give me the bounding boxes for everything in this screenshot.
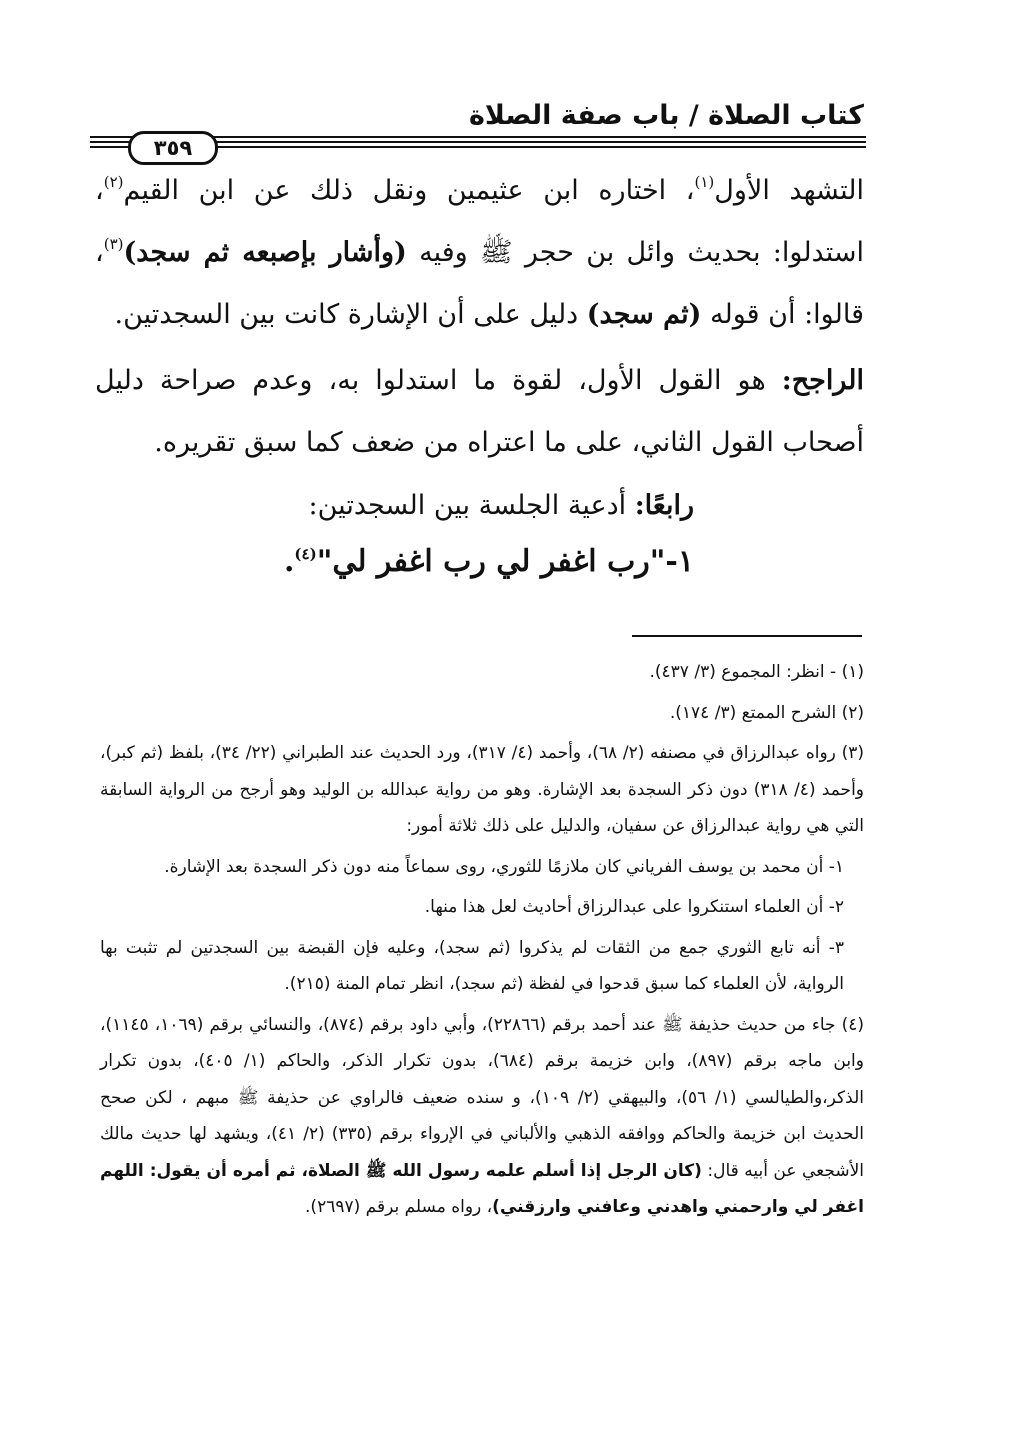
dua-text: ١-"رب اغفر لي رب اغفر لي" — [316, 544, 694, 579]
main-text — [95, 160, 864, 474]
dua-item-1 — [284, 538, 694, 586]
paragraph-1 — [95, 160, 864, 346]
section-heading — [309, 484, 694, 528]
footnote-4-quote: (كان الرجل إذا أسلم علمه رسول الله ﷺ الصلاة، ثم أمره أن يقول: اللهم اغفر لي وارحمني واهدني وعافني وارزقني) — [100, 1160, 864, 1217]
paragraph-1-part-5: دليل على أن الإشارة كانت بين السجدتين. — [114, 299, 587, 330]
footnote-4-end: ، رواه مسلم برقم (٢٦٩٧). — [305, 1197, 493, 1217]
page-number-text: ٣٥٩ — [153, 136, 193, 160]
footnote-ref-3: (٣) — [103, 235, 124, 253]
paragraph-1-part-2: ، اختاره ابن عثيمين ونقل ذلك عن ابن القيم — [123, 175, 695, 206]
footnote-ref-4: (٤) — [294, 545, 317, 563]
footnote-3-item-3: ٣- أنه تابع الثوري جمع من الثقات لم يذكروا (ثم سجد)، وعليه فإن القبضة بين السجدتين لم تثبت بها الرواية، لأن العلماء كما سبق قدحوا في لفظة (ثم سجد)، انظر تمام المنة (٢١٥). — [100, 937, 844, 994]
rajih-label: الراجح: — [781, 365, 864, 396]
paragraph-1-part-1: التشهد الأول — [714, 175, 865, 206]
hadith-quote-2: (ثم سجد) — [586, 299, 702, 330]
paragraph-2 — [95, 350, 864, 474]
footnote-ref-2: (٢) — [103, 173, 124, 191]
section-heading-label: رابعًا: — [634, 490, 694, 521]
footnote-ref-1: (١) — [694, 173, 715, 191]
running-title: كتاب الصلاة / باب صفة الصلاة — [468, 100, 864, 131]
footnote-3-item-2: ٢- أن العلماء استنكروا على عبدالرزاق أحاديث لعل هذا منها. — [424, 897, 844, 917]
footnotes — [100, 654, 864, 1230]
paragraph-2-text: هو القول الأول، لقوة ما استدلوا به، وعدم صراحة دليل أصحاب القول الثاني، على ما اعتراه من ضعف كما سبق تقريره. — [95, 365, 864, 458]
section-heading-text: أدعية الجلسة بين السجدتين: — [308, 490, 635, 521]
hadith-quote-1: (وأشار بإصبعه ثم سجد) — [123, 237, 407, 268]
paragraph-1-part-3: ، استدلوا: بحديث وائل بن حجر ﷺ وفيه — [95, 175, 864, 268]
footnote-2: (٢) الشرح الممتع (٣/ ١٧٤). — [669, 702, 864, 723]
footnote-4 — [100, 1007, 864, 1226]
dua-end: . — [283, 544, 295, 579]
footnote-3: (٣) رواه عبدالرزاق في مصنفه (٢/ ٦٨)، وأحمد (٤/ ٣١٧)، ورد الحديث عند الطبراني (٢٢/ ٣٤)، بلفظ (ثم كبر)، وأحمد (٤/ ٣١٨) دون ذكر السجدة بعد الإشارة. وهو من رواية عبدالله بن الوليد وهو أرجح من الرواية السابقة التي هي رواية عبدالرزاق عن سفيان، والدليل على ذلك ثلاثة أمور: — [100, 743, 864, 836]
footnote-4-text: (٤) جاء من حديث حذيفة ﷺ عند أحمد برقم (٢٢٨٦٦)، وأبي داود برقم (٨٧٤)، والنسائي برقم (١٠٦٩، ١١٤٥)، وابن ماجه برقم (٨٩٧)، وابن خزيمة برقم (٦٨٤)، بدون تكرار الذكر، والحاكم (١/ ٤٠٥)، بدون تكرار الذكر،والطيالسي (١/ ٥٦)، والبيهقي (٢/ ١٠٩)، و سنده ضعيف فالراوي عن حذيفة ﷺ مبهم ، لكن صحح الحديث ابن خزيمة والحاكم ووافقه الذهبي والألباني في الإرواء برقم (٣٣٥) (٢/ ٤١)، ويشهد لها حديث مالك الأشجعي عن أبيه قال: — [100, 1014, 865, 1181]
footnote-1: (١) - انظر: المجموع (٣/ ٤٣٧). — [649, 662, 864, 682]
footnote-separator — [632, 635, 862, 637]
footnote-3-item-1: ١- أن محمد بن يوسف الفرياني كان ملازمًا للثوري، روى سماعاً منه دون ذكر السجدة بعد الإشارة. — [164, 856, 844, 877]
paragraph-1-part-4: ، قالوا: أن قوله — [95, 237, 864, 330]
